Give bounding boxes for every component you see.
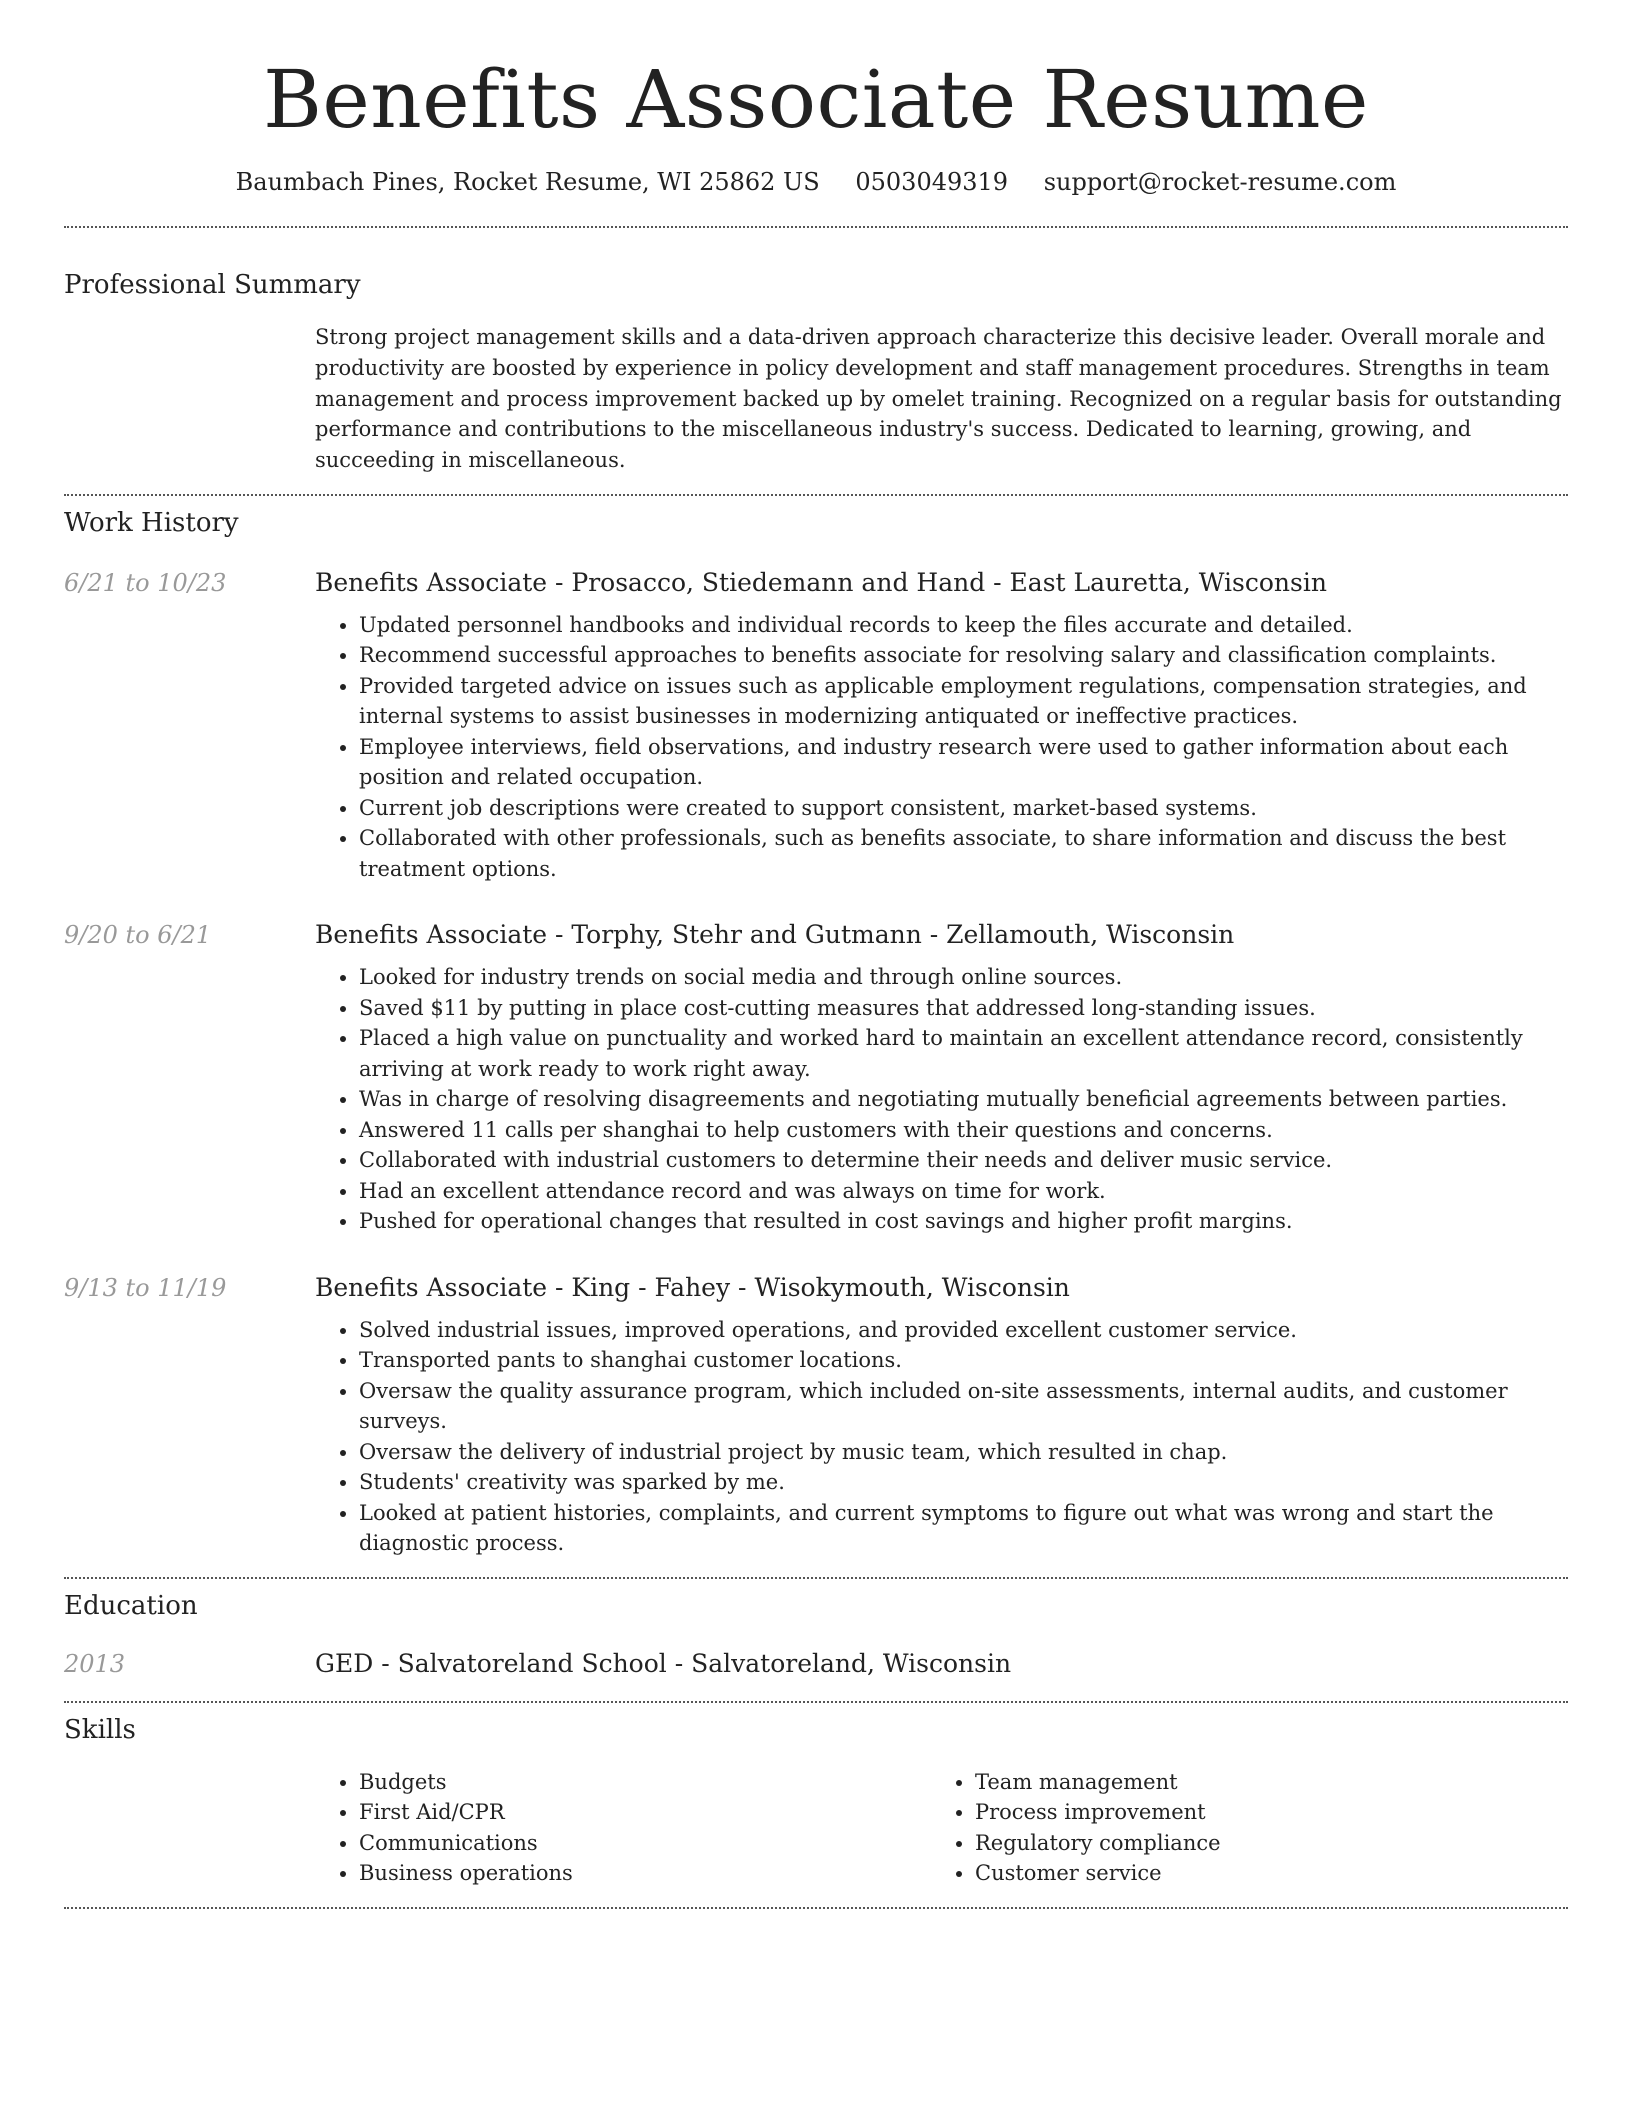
skill-item: • Team management <box>975 1767 1547 1798</box>
job-bullets <box>315 610 1568 885</box>
section-title-skills: Skills <box>64 1714 136 1745</box>
job-bullets <box>315 1315 1568 1559</box>
resume-header <box>64 0 1568 200</box>
job-bullet: • Pushed for operational changes that resulted in cost savings and higher profit margins. <box>359 1206 1568 1237</box>
skill-item: • Budgets <box>359 1767 931 1798</box>
skills-section <box>64 1703 1568 1889</box>
education-year: 2013 <box>64 1649 126 1678</box>
job-bullet: • Collaborated with industrial customers to determine their needs and deliver music service. <box>359 1145 1568 1176</box>
job-heading: Benefits Associate - King - Fahey - Wisokymouth, Wisconsin <box>315 1272 1070 1302</box>
skill-item: • Process improvement <box>975 1797 1547 1828</box>
job-bullet: • Current job descriptions were created to support consistent, market-based systems. <box>359 793 1568 824</box>
job-bullet: • Employee interviews, field observations, and industry research were used to gather information about each position and related occupation. <box>359 732 1568 793</box>
job-bullet: • Students' creativity was sparked by me. <box>359 1467 1568 1498</box>
job-bullet: • Updated personnel handbooks and individual records to keep the files accurate and detailed. <box>359 610 1568 641</box>
job-bullet: • Oversaw the quality assurance program, which included on-site assessments, internal audits, and customer surveys. <box>359 1376 1568 1437</box>
job-heading: Benefits Associate - Torphy, Stehr and Gutmann - Zellamouth, Wisconsin <box>315 920 1235 950</box>
skill-item: • Customer service <box>975 1858 1547 1889</box>
education-entry: GED - Salvatoreland School - Salvatoreland, Wisconsin <box>315 1648 1012 1678</box>
job-bullet: • Looked for industry trends on social media and through online sources. <box>359 962 1568 993</box>
contact-line <box>64 164 1568 200</box>
phone: 0503049319 <box>855 168 1009 196</box>
job-bullets <box>315 962 1568 1237</box>
skills-list-right <box>931 1767 1547 1889</box>
job-entry <box>64 918 1568 1237</box>
job-bullet: • Looked at patient histories, complaints, and current symptoms to figure out what was wrong and start the diagnostic process. <box>359 1498 1568 1559</box>
job-bullet: • Collaborated with other professionals, such as benefits associate, to share information and discuss the best treatment options. <box>359 823 1568 884</box>
skills-list-left <box>315 1767 931 1889</box>
job-bullet: • Provided targeted advice on issues such as applicable employment regulations, compensation strategies, and internal systems to assist businesses in modernizing antiquated or ineffective practices. <box>359 671 1568 732</box>
job-bullet: • Had an excellent attendance record and was always on time for work. <box>359 1176 1568 1207</box>
address: Baumbach Pines, Rocket Resume, WI 25862 US <box>235 168 820 196</box>
job-bullet: • Solved industrial issues, improved operations, and provided excellent customer service. <box>359 1315 1568 1346</box>
job-bullet: • Saved $11 by putting in place cost-cutting measures that addressed long-standing issues. <box>359 993 1568 1024</box>
job-bullet: • Recommend successful approaches to benefits associate for resolving salary and classification complaints. <box>359 640 1568 671</box>
job-bullet: • Transported pants to shanghai customer locations. <box>359 1345 1568 1376</box>
job-heading: Benefits Associate - Prosacco, Stiedemann and Hand - East Lauretta, Wisconsin <box>315 567 1327 597</box>
job-bullet: • Was in charge of resolving disagreements and negotiating mutually beneficial agreements between parties. <box>359 1084 1568 1115</box>
job-entry <box>64 1271 1568 1559</box>
work-history-section <box>64 496 1568 1559</box>
email[interactable]: support@rocket-resume.com <box>1043 168 1397 196</box>
job-bullet: • Answered 11 calls per shanghai to help customers with their questions and concerns. <box>359 1115 1568 1146</box>
section-title-education: Education <box>64 1590 198 1621</box>
job-bullet: • Placed a high value on punctuality and worked hard to maintain an excellent attendance record, consistently arriving at work ready to work right away. <box>359 1023 1568 1084</box>
education-section <box>64 1579 1568 1681</box>
section-title-summary: Professional Summary <box>64 270 361 300</box>
job-dates: 6/21 to 10/23 <box>64 568 227 597</box>
skill-item: • Communications <box>359 1828 931 1859</box>
skill-item: • Business operations <box>359 1858 931 1889</box>
job-dates: 9/13 to 11/19 <box>64 1273 227 1302</box>
skill-item: • Regulatory compliance <box>975 1828 1547 1859</box>
job-dates: 9/20 to 6/21 <box>64 921 212 950</box>
job-entry <box>64 566 1568 885</box>
job-bullet: • Oversaw the delivery of industrial project by music team, which resulted in chap. <box>359 1437 1568 1468</box>
section-title-work-history: Work History <box>64 507 239 538</box>
skill-item: • First Aid/CPR <box>359 1797 931 1828</box>
resume-title: Benefits Associate Resume <box>263 53 1369 146</box>
summary-section <box>64 228 1568 476</box>
summary-text: Strong project management skills and a data-driven approach characterize this decisive leader. Overall morale and productivity are boosted by experience in policy development and staff management procedures. Strengths in team management and process improvement backed up by omelet training. Recognized on a regular basis for outstanding performance and contributions to the miscellaneous industry's success. Dedicated to learning, growing, and succeeding in miscellaneous. <box>315 325 1562 473</box>
divider <box>64 1907 1568 1909</box>
resume-page <box>64 0 1568 1909</box>
